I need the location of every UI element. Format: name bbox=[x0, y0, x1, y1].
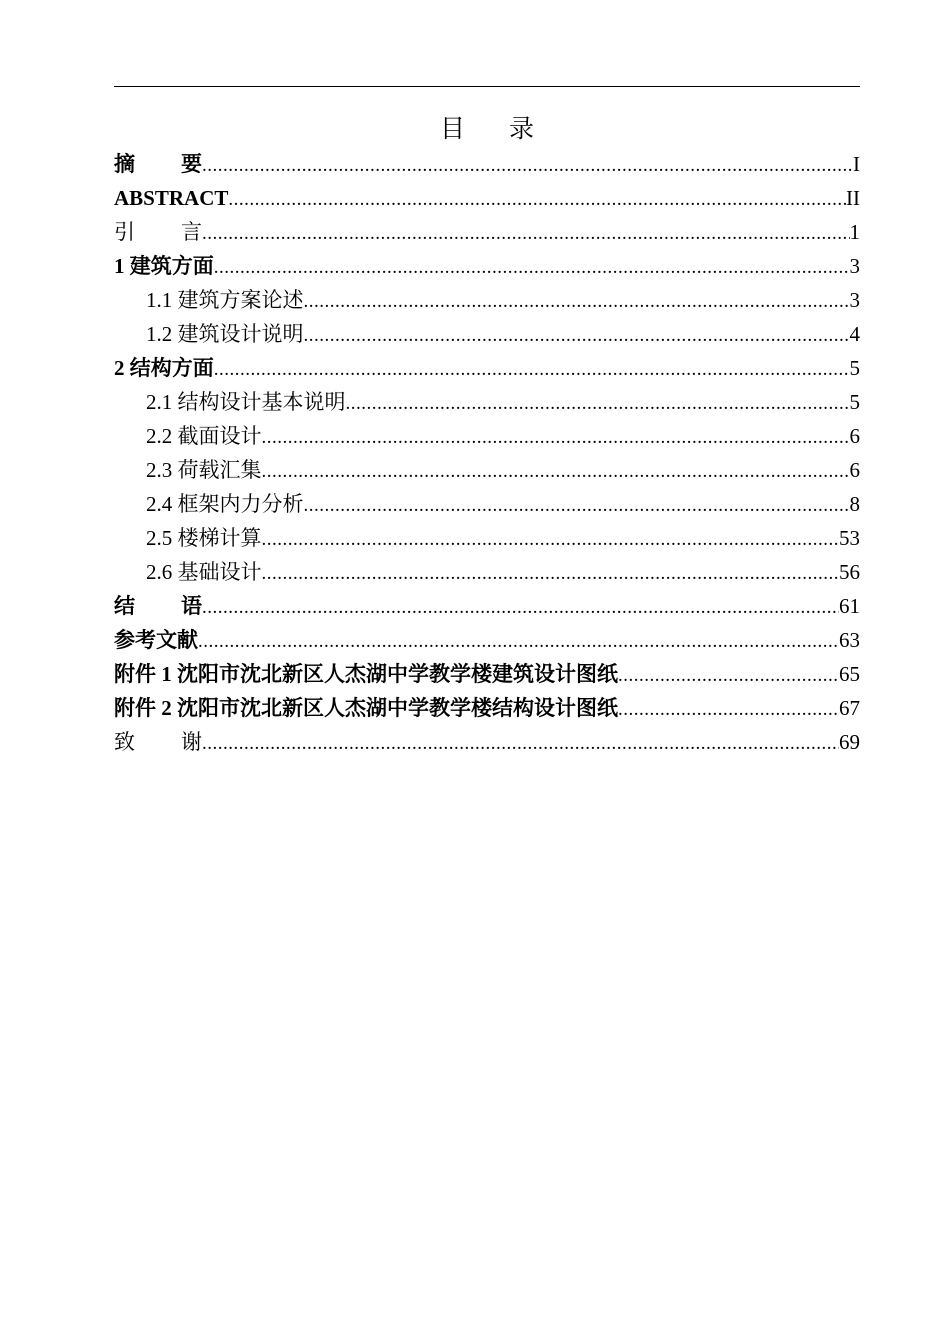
toc-entry[interactable] bbox=[114, 623, 860, 657]
toc-entry[interactable] bbox=[114, 555, 860, 589]
toc-entry[interactable] bbox=[114, 181, 860, 215]
toc-entry[interactable] bbox=[114, 691, 860, 725]
toc-entry-page-number: 5 bbox=[849, 390, 860, 414]
toc-leader-dots bbox=[202, 217, 850, 249]
toc-entry-label: 2.5 楼梯计算 bbox=[146, 526, 262, 550]
toc-entry-page-number: 61 bbox=[839, 594, 860, 618]
toc-entry-label: 摘 要 bbox=[114, 152, 202, 176]
toc-entry-label: 1.1 建筑方案论述 bbox=[146, 288, 304, 312]
toc-entry-label: 1.2 建筑设计说明 bbox=[146, 322, 304, 346]
toc-entry-page-number: 4 bbox=[849, 322, 860, 346]
toc-entry-page-number: 3 bbox=[849, 254, 860, 278]
toc-entry-label: 引 言 bbox=[114, 220, 202, 244]
toc-leader-dots bbox=[618, 659, 839, 691]
toc-entry-label: 参考文献 bbox=[114, 628, 198, 652]
toc-entry-page-number: 6 bbox=[849, 424, 860, 448]
toc-leader-dots bbox=[202, 591, 839, 623]
toc-entry-page-number: 6 bbox=[849, 458, 860, 482]
toc-leader-dots bbox=[202, 149, 853, 181]
toc-entry-label: 2.2 截面设计 bbox=[146, 424, 262, 448]
toc-entry[interactable] bbox=[114, 249, 860, 283]
toc-entry-label: 结 语 bbox=[114, 594, 202, 618]
toc-leader-dots bbox=[618, 693, 839, 725]
header-rule bbox=[114, 86, 860, 87]
toc-entry-label: 2.1 结构设计基本说明 bbox=[146, 390, 346, 414]
toc-entry[interactable] bbox=[114, 385, 860, 419]
toc-entry-label: 1 建筑方面 bbox=[114, 254, 214, 278]
toc-title: 目 录 bbox=[440, 114, 552, 143]
toc-leader-dots bbox=[214, 353, 850, 385]
toc-entry-label: 2.6 基础设计 bbox=[146, 560, 262, 584]
toc-entry-page-number: 5 bbox=[849, 356, 860, 380]
toc-entry[interactable] bbox=[114, 283, 860, 317]
toc-leader-dots bbox=[304, 489, 850, 521]
toc-entry[interactable] bbox=[114, 215, 860, 249]
toc-entry-label: 致 谢 bbox=[114, 730, 202, 754]
toc-entry[interactable] bbox=[114, 657, 860, 691]
toc-leader-dots bbox=[228, 183, 846, 215]
toc-entry-page-number: 8 bbox=[849, 492, 860, 516]
toc-entry-label: 2.3 荷载汇集 bbox=[146, 458, 262, 482]
toc-leader-dots bbox=[262, 455, 850, 487]
toc-entry-page-number: 65 bbox=[839, 662, 860, 686]
toc-entry-label: ABSTRACT bbox=[114, 186, 229, 210]
toc-entry[interactable] bbox=[114, 317, 860, 351]
toc-entry-page-number: 69 bbox=[839, 730, 860, 754]
toc-entry-label: 2 结构方面 bbox=[114, 356, 214, 380]
toc-entry-label: 2.4 框架内力分析 bbox=[146, 492, 304, 516]
toc-entry-label: 附件 2 沈阳市沈北新区人杰湖中学教学楼结构设计图纸 bbox=[114, 696, 618, 720]
toc-leader-dots bbox=[304, 319, 850, 351]
toc-entry[interactable] bbox=[114, 453, 860, 487]
toc-leader-dots bbox=[304, 285, 850, 317]
toc-entry-label: 附件 1 沈阳市沈北新区人杰湖中学教学楼建筑设计图纸 bbox=[114, 662, 618, 686]
toc-leader-dots bbox=[262, 421, 850, 453]
toc-leader-dots bbox=[198, 625, 839, 657]
toc-entry-page-number: I bbox=[853, 152, 860, 176]
toc-entry[interactable] bbox=[114, 147, 860, 181]
toc-leader-dots bbox=[346, 387, 850, 419]
toc-entry[interactable] bbox=[114, 589, 860, 623]
toc-entry-page-number: 53 bbox=[839, 526, 860, 550]
toc-entry-page-number: 3 bbox=[849, 288, 860, 312]
toc-entry[interactable] bbox=[114, 487, 860, 521]
toc-entry[interactable] bbox=[114, 521, 860, 555]
toc-entry-page-number: II bbox=[846, 186, 860, 210]
toc-entry-page-number: 63 bbox=[839, 628, 860, 652]
toc-leader-dots bbox=[262, 523, 840, 555]
toc-entry-page-number: 56 bbox=[839, 560, 860, 584]
toc-leader-dots bbox=[214, 251, 850, 283]
toc-entry[interactable] bbox=[114, 351, 860, 385]
toc-entry-page-number: 67 bbox=[839, 696, 860, 720]
toc-entry[interactable] bbox=[114, 725, 860, 759]
toc-entry-page-number: 1 bbox=[849, 220, 860, 244]
toc-entry[interactable] bbox=[114, 419, 860, 453]
table-of-contents bbox=[114, 147, 860, 759]
toc-leader-dots bbox=[262, 557, 840, 589]
toc-leader-dots bbox=[202, 727, 839, 759]
